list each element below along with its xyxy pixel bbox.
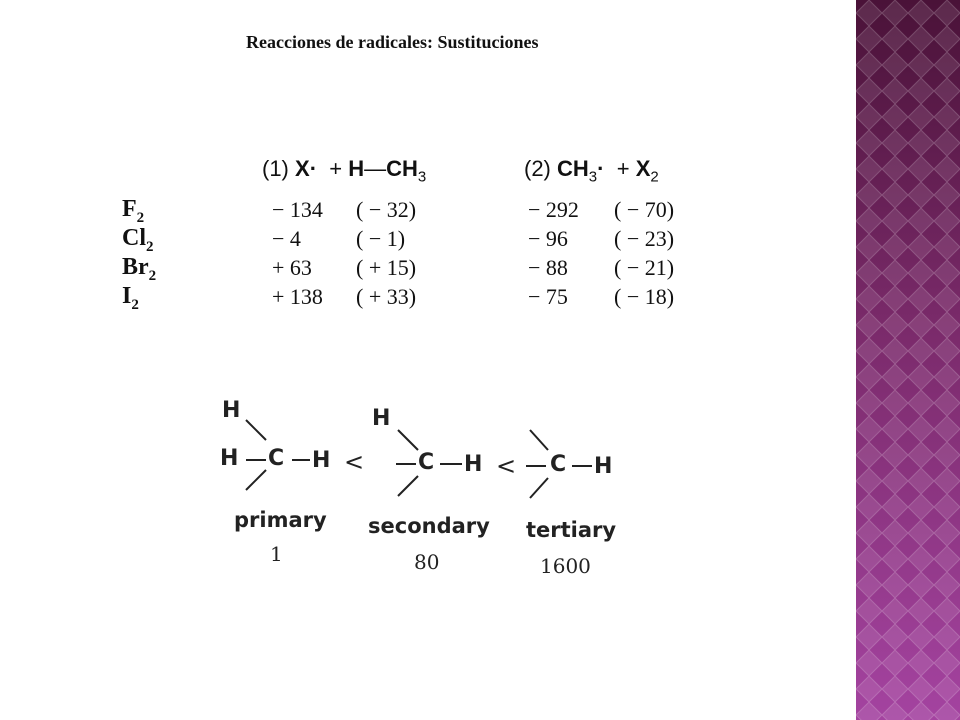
less-than-sign: < (344, 448, 365, 476)
tertiary-label: tertiary (526, 518, 617, 542)
table-cell: ( − 18) (614, 284, 675, 309)
radical-stability-diagram (200, 390, 640, 590)
less-than-sign: < (496, 452, 517, 480)
reaction-2-radical-dot: · (597, 156, 605, 181)
table-cell: + 63 (272, 255, 312, 280)
table-cell: − 4 (272, 226, 301, 251)
reaction-2-radical: CH (557, 156, 589, 181)
secondary-value: 80 (414, 550, 440, 574)
table-cell: − 75 (528, 284, 568, 309)
reaction-2-halogen-sub: 2 (650, 168, 659, 186)
table-cell: ( − 32) (356, 197, 417, 222)
reaction-2-radical-sub: 3 (588, 168, 598, 186)
table-cell: ( + 33) (356, 284, 417, 309)
hydrogen-atom: H (222, 398, 241, 423)
energy-table (0, 0, 856, 340)
reaction-1-hydrogen: H (348, 156, 365, 181)
reaction-2-plus: + (616, 156, 630, 181)
hydrogen-atom: H (372, 406, 391, 431)
secondary-label: secondary (368, 514, 490, 538)
reaction-1-methyl-sub: 3 (417, 168, 427, 186)
carbon-atom: C (550, 452, 567, 477)
bond-line (398, 430, 418, 450)
table-cell: + 138 (272, 284, 323, 309)
reaction-1-header: (1) $X\cdot + H—CH_3$ (262, 156, 427, 186)
reaction-1-methyl: CH (386, 156, 418, 181)
table-row-label: $F_2$ (122, 196, 145, 226)
hydrogen-atom: H (312, 448, 331, 473)
table-cell: ( − 70) (614, 197, 675, 222)
primary-value: 1 (270, 542, 283, 566)
bond-line (398, 476, 418, 496)
hydrogen-atom: H (594, 454, 613, 479)
carbon-atom: C (418, 450, 435, 475)
diamond-pattern (856, 0, 960, 720)
table-row-label: $Cl_2$ (122, 225, 154, 255)
bond-line (530, 478, 548, 498)
table-cell: − 88 (528, 255, 568, 280)
reaction-2-halogen: X (635, 156, 651, 181)
bond-line (530, 430, 548, 450)
hydrogen-atom: H (464, 452, 483, 477)
table-cell: − 292 (528, 197, 579, 222)
bond-line (246, 420, 266, 440)
bond-line (246, 470, 266, 490)
table-cell: ( + 15) (356, 255, 417, 280)
decorative-side-panel (856, 0, 960, 720)
tertiary-value: 1600 (540, 554, 591, 578)
reaction-2-number: (2) (524, 156, 551, 181)
table-cell: ( − 1) (356, 226, 406, 251)
carbon-atom: C (268, 446, 285, 471)
hydrogen-atom: H (220, 446, 239, 471)
reaction-2-header (524, 156, 659, 185)
table-cell: ( − 21) (614, 255, 675, 280)
table-cell: − 134 (272, 197, 323, 222)
reaction-1-plus: + (329, 156, 343, 181)
table-cell: ( − 23) (614, 226, 675, 251)
table-cell: − 96 (528, 226, 568, 251)
primary-label: primary (234, 508, 327, 532)
reaction-1-number: (1) (262, 156, 289, 181)
slide-title: Reacciones de radicales: Sustituciones (246, 32, 539, 52)
table-row-label: $I_2$ (122, 283, 139, 313)
reaction-1-radical: X· (295, 156, 318, 181)
table-row-label: $Br_2$ (122, 254, 157, 284)
